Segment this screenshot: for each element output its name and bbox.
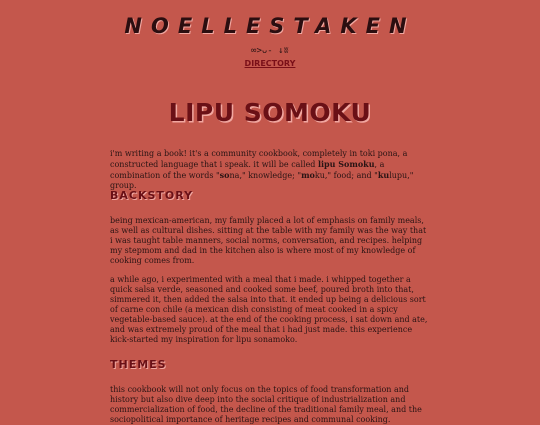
intro-text: na," knowledge; " (229, 171, 302, 180)
backstory-paragraph: being mexican-american, my family placed a lot of emphasis on family meals, as well as cultural dishes. sitting at the table with my family was the way that i was taught table manners, social norms, conversation, and recipes. helping my stepmom and dad in the kitchen also is where most of my knowledge of cooking comes from. (110, 216, 427, 265)
article-body (110, 149, 430, 425)
word-fragment: mo (301, 170, 315, 180)
themes-paragraph: this cookbook will not only focus on the topics of food transformation and history but also dive deep into the social critique of industrialization and commercialization of food, the decline of the traditional family meal, and the sociopolitical importance of heritage recipes and communal cooking. (110, 385, 422, 424)
backstory-paragraph: a while ago, i experimented with a meal that i made. i whipped together a quick salsa verde, seasoned and cooked some beef, poured broth into that, simmered it, then added the salsa into that. it ended up being a delicious sort of carne con chile (a mexican dish consisting of meat cooked in a spicy vegetable-based sauce). at the end of the cooking process, i sat down and ate, and was extremely proud of the meal that i had just made. this experience kick-started my inspiration for lipu sonamoko. (110, 275, 428, 344)
intro-text: lupu," group. (110, 171, 414, 190)
book-name: lipu Somoku (317, 159, 375, 169)
word-fragment: ku (377, 170, 390, 180)
word-fragment: so (219, 170, 230, 180)
intro-text: ku," food; and " (314, 171, 378, 180)
directory-link[interactable]: DIRECTORY (244, 59, 296, 68)
backstory-heading: BACKSTORY (110, 189, 194, 202)
intro-text: i'm writing a book! it's a community cookbook, completely in toki pona, a constructed language that i speak. it will be called (110, 149, 408, 169)
themes-heading: THEMES (110, 358, 167, 371)
intro-text: , a combination of the words " (110, 160, 385, 180)
site-subtitle: ∞>ᴗ- ↓ʬ (251, 46, 289, 56)
site-title[interactable]: NOELLESTAKEN (124, 14, 416, 38)
intro-paragraph (110, 149, 430, 191)
page-title: LIPU SOMOKU (168, 98, 372, 127)
